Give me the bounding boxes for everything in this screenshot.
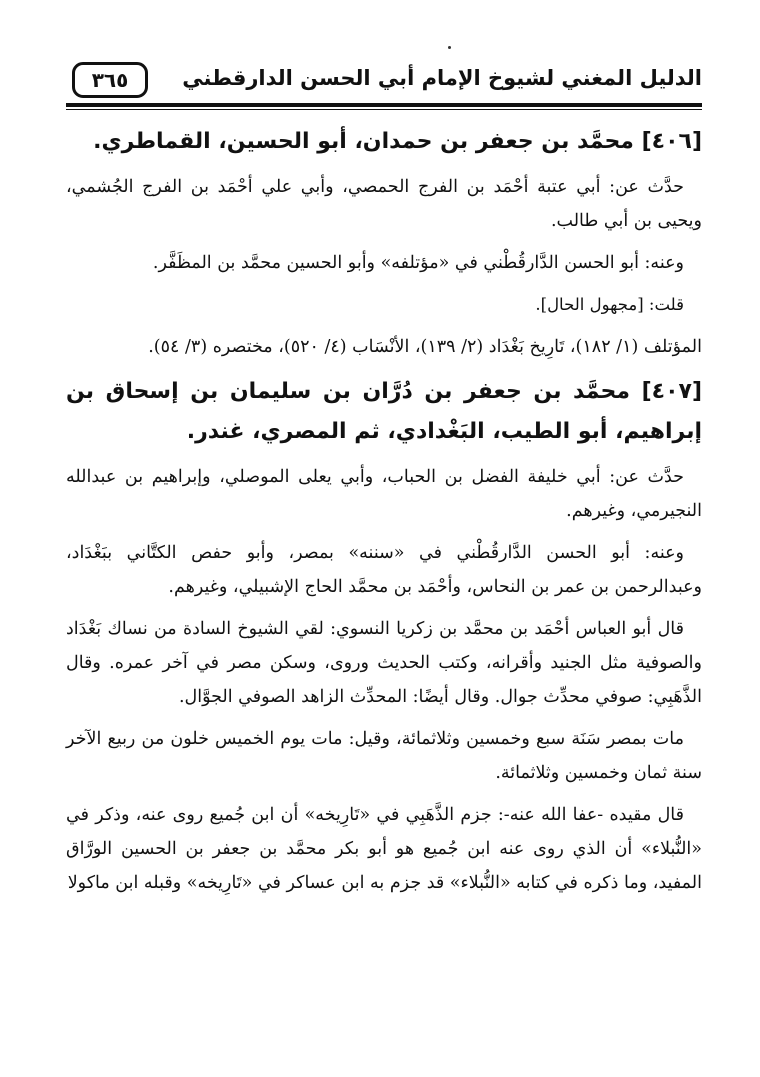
narrators-from-him: وعنه: أبو الحسن الدَّارقُطْني في «سننه» بمصر، وأبو حفص الكتَّاني ببَغْدَاد، وعبدالرحمن بن عمر بن النحاس، وأحْمَد بن محمَّد الحاج الإشبيلي، وغيرهم. (66, 543, 702, 597)
header-rule-thin (66, 109, 702, 110)
page-number: ٣٦٥ (72, 62, 148, 98)
sources: المؤتلف (١/ ١٨٢)، تَارِيخ بَغْدَاد (٢/ ١٣٩)، الأنْسَاب (٤/ ٥٢٠)، مختصره (٣/ ٥٤). (148, 337, 702, 357)
narrators-from-him: وعنه: أبو الحسن الدَّارقُطْني في «مؤتلفه» وأبو الحسين محمَّد بن المظَفَّر. (152, 253, 684, 273)
entry-title: [٤٠٧] محمَّد بن جعفر بن دُرَّان بن سليمان بن إسحاق بن إبراهيم، أبو الطيب، البَغْدادي، ثم المصري، غندر. (66, 379, 702, 444)
header-rule-thick (66, 103, 702, 107)
biography-quotes: قال أبو العباس أحْمَد بن محمَّد بن زكريا النسوي: لقي الشيوخ السادة من نساك بَغْدَاد والصوفية مثل الجنيد وأقرانه، وكتب الحديث وروى، وسكن مصر في آخر عمره. وقال الذَّهَبِي: صوفي محدِّث جوال. وقال أيضًا: المحدِّث الزاهد الصوفي الجوَّال. (66, 619, 702, 707)
entry-406 (66, 122, 702, 364)
page-header (66, 62, 702, 102)
page-body (66, 118, 702, 900)
entry-407 (66, 372, 702, 900)
author-note: قلت: [مجهول الحال]. (535, 295, 684, 314)
death-date: مات بمصر سَنَة سبع وخمسين وثلاثمائة، وقيل: مات يوم الخميس خلون من ربيع الآخر سنة ثمان وخمسين وثلاثمائة. (66, 729, 702, 783)
entry-title: [٤٠٦] محمَّد بن جعفر بن حمدان، أبو الحسين، القماطري. (93, 129, 702, 154)
narrated-from: حدَّث عن: أبي خليفة الفضل بن الحباب، وأبي يعلى الموصلي، وإبراهيم بن عبدالله النجيرمي، وغيرهم. (66, 467, 702, 521)
running-title: الدليل المغني لشيوخ الإمام أبي الحسن الدارقطني (182, 66, 702, 90)
ink-dot (448, 46, 451, 49)
author-remark: قال مقيده -عفا الله عنه-: جزم الذَّهَبِي في «تَارِيخه» أن ابن جُميع روى عنه، وذكر في «النُّبلاء» أن الذي روى عنه ابن جُميع هو أبو بكر محمَّد بن جعفر بن الحسين الورَّاق المفيد، وما ذكره في كتابه «النُّبلاء» قد جزم به ابن عساكر في «تَارِيخه» وقبله ابن ماكولا (66, 805, 702, 893)
narrated-from: حدَّث عن: أبي عتبة أحْمَد بن الفرج الحمصي، وأبي علي أحْمَد بن الفرج الجُشمي، ويحيى بن أبي طالب. (66, 177, 702, 231)
